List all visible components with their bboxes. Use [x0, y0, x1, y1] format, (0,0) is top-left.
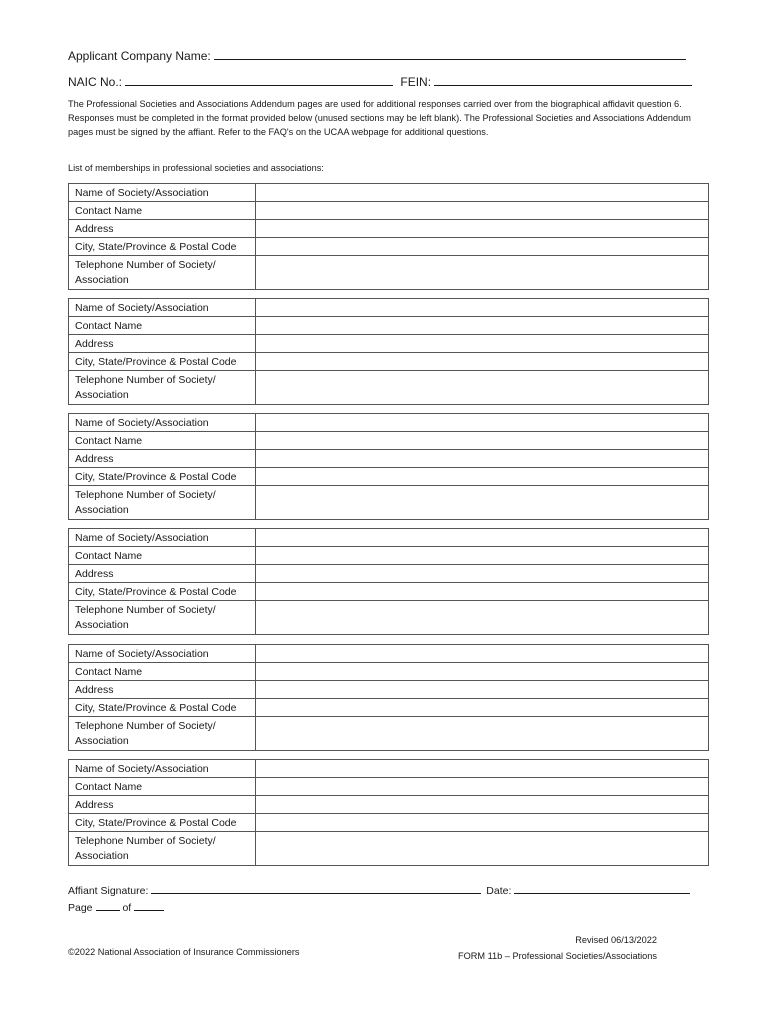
value-city-state[interactable]	[256, 583, 709, 601]
naic-fein-row	[68, 73, 692, 89]
value-society-name[interactable]	[256, 645, 709, 663]
label-contact-name: Contact Name	[69, 778, 256, 796]
label-city-state: City, State/Province & Postal Code	[69, 238, 256, 256]
label-city-state: City, State/Province & Postal Code	[69, 814, 256, 832]
of-label: of	[122, 902, 132, 914]
value-telephone[interactable]	[256, 717, 709, 751]
value-city-state[interactable]	[256, 238, 709, 256]
label-telephone-line1: Telephone Number of Society/	[75, 834, 216, 847]
company-name-line[interactable]	[214, 47, 686, 60]
label-telephone	[69, 486, 256, 520]
value-telephone[interactable]	[256, 601, 709, 635]
society-block-1	[68, 183, 709, 290]
value-telephone[interactable]	[256, 832, 709, 866]
page-number-row	[68, 900, 164, 914]
society-block-4	[68, 528, 709, 635]
intro-paragraph: The Professional Societies and Associations Addendum pages are used for additional responses carried over from the biographical affidavit question 6. Responses must be completed in the format provided below (unused sections may be left blank). The Professional Societies and Associations Addendum pages must be signed by the affiant. Refer to the FAQ's on the UCAA webpage for additional questions.	[68, 99, 691, 137]
label-telephone-line1: Telephone Number of Society/	[75, 488, 216, 501]
signature-line[interactable]	[151, 883, 481, 894]
value-society-name[interactable]	[256, 760, 709, 778]
value-address[interactable]	[256, 450, 709, 468]
label-contact-name: Contact Name	[69, 547, 256, 565]
society-block-2	[68, 298, 709, 405]
label-telephone-line2: Association	[75, 273, 129, 286]
label-address: Address	[69, 681, 256, 699]
value-telephone[interactable]	[256, 256, 709, 290]
label-contact-name: Contact Name	[69, 317, 256, 335]
society-block-3	[68, 413, 709, 520]
form-footer	[458, 932, 657, 964]
label-address: Address	[69, 796, 256, 814]
value-society-name[interactable]	[256, 414, 709, 432]
value-telephone[interactable]	[256, 486, 709, 520]
label-city-state: City, State/Province & Postal Code	[69, 583, 256, 601]
label-city-state: City, State/Province & Postal Code	[69, 353, 256, 371]
naic-label: NAIC No.:	[68, 75, 123, 89]
label-city-state: City, State/Province & Postal Code	[69, 468, 256, 486]
label-contact-name: Contact Name	[69, 663, 256, 681]
label-society-name: Name of Society/Association	[69, 414, 256, 432]
value-contact-name[interactable]	[256, 432, 709, 450]
society-block-6	[68, 759, 709, 866]
value-address[interactable]	[256, 796, 709, 814]
naic-line[interactable]	[125, 73, 393, 86]
label-telephone-line2: Association	[75, 849, 129, 862]
label-address: Address	[69, 450, 256, 468]
date-line[interactable]	[514, 883, 690, 894]
page-number-line[interactable]	[96, 900, 120, 911]
value-society-name[interactable]	[256, 299, 709, 317]
label-address: Address	[69, 335, 256, 353]
value-society-name[interactable]	[256, 529, 709, 547]
label-telephone	[69, 832, 256, 866]
society-block-5	[68, 644, 709, 751]
value-city-state[interactable]	[256, 353, 709, 371]
label-society-name: Name of Society/Association	[69, 645, 256, 663]
value-city-state[interactable]	[256, 814, 709, 832]
page-label: Page	[68, 902, 93, 914]
value-address[interactable]	[256, 220, 709, 238]
copyright-text: ©2022 National Association of Insurance Commissioners	[68, 947, 300, 957]
label-contact-name: Contact Name	[69, 432, 256, 450]
signature-row	[68, 883, 690, 897]
value-contact-name[interactable]	[256, 547, 709, 565]
label-telephone	[69, 256, 256, 290]
label-telephone-line1: Telephone Number of Society/	[75, 719, 216, 732]
value-address[interactable]	[256, 681, 709, 699]
page-total-line[interactable]	[134, 900, 164, 911]
label-society-name: Name of Society/Association	[69, 760, 256, 778]
label-telephone-line2: Association	[75, 503, 129, 516]
label-contact-name: Contact Name	[69, 202, 256, 220]
value-contact-name[interactable]	[256, 317, 709, 335]
label-address: Address	[69, 220, 256, 238]
label-telephone-line2: Association	[75, 734, 129, 747]
revised-date: Revised 06/13/2022	[575, 935, 657, 945]
value-society-name[interactable]	[256, 184, 709, 202]
label-telephone-line1: Telephone Number of Society/	[75, 603, 216, 616]
label-telephone	[69, 601, 256, 635]
label-telephone	[69, 371, 256, 405]
fein-label: FEIN:	[400, 75, 432, 89]
label-city-state: City, State/Province & Postal Code	[69, 699, 256, 717]
date-label: Date:	[486, 885, 512, 897]
value-telephone[interactable]	[256, 371, 709, 405]
value-contact-name[interactable]	[256, 663, 709, 681]
label-society-name: Name of Society/Association	[69, 529, 256, 547]
fein-line[interactable]	[434, 73, 692, 86]
label-address: Address	[69, 565, 256, 583]
value-address[interactable]	[256, 565, 709, 583]
value-contact-name[interactable]	[256, 778, 709, 796]
company-name-field	[68, 47, 686, 63]
label-telephone-line2: Association	[75, 618, 129, 631]
label-telephone-line1: Telephone Number of Society/	[75, 373, 216, 386]
list-title: List of memberships in professional societies and associations:	[68, 163, 324, 173]
label-telephone-line1: Telephone Number of Society/	[75, 258, 216, 271]
value-address[interactable]	[256, 335, 709, 353]
form-name: FORM 11b – Professional Societies/Associations	[458, 951, 657, 961]
label-society-name: Name of Society/Association	[69, 184, 256, 202]
value-contact-name[interactable]	[256, 202, 709, 220]
signature-label: Affiant Signature:	[68, 885, 149, 897]
label-telephone	[69, 717, 256, 751]
value-city-state[interactable]	[256, 699, 709, 717]
label-society-name: Name of Society/Association	[69, 299, 256, 317]
company-name-label: Applicant Company Name:	[68, 49, 211, 63]
value-city-state[interactable]	[256, 468, 709, 486]
label-telephone-line2: Association	[75, 388, 129, 401]
